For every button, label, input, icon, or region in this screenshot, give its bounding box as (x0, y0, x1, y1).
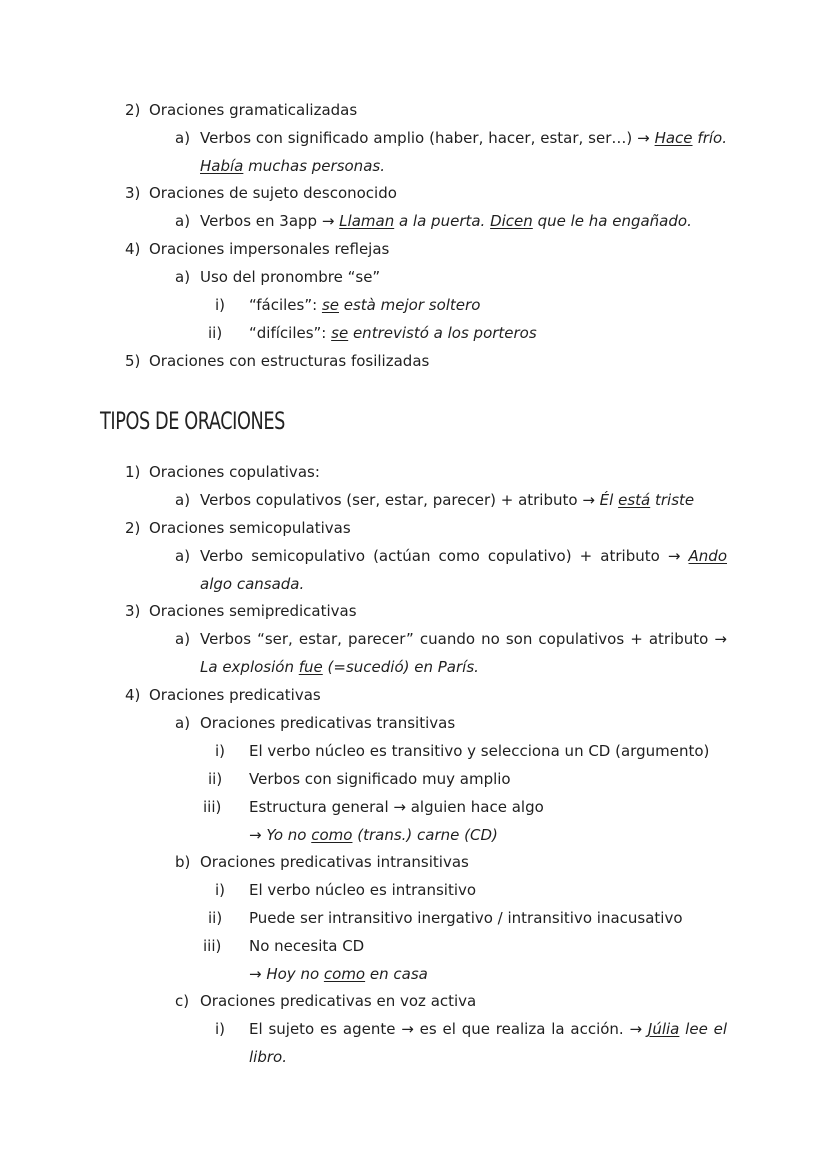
list-item: Oraciones predicativas transitivas (200, 714, 456, 732)
list-item: Oraciones impersonales reflejas (149, 240, 390, 258)
list-item: Oraciones predicativas (149, 686, 321, 704)
list-item: Oraciones predicativas intransitivas (200, 853, 469, 871)
list-marker: a) (175, 212, 191, 230)
example-line: → Hoy no como en casa (249, 965, 428, 983)
list-item: El verbo núcleo es intransitivo (249, 881, 477, 899)
list-item: Oraciones predicativas en voz activa (200, 992, 477, 1010)
list-marker: i) (215, 742, 226, 760)
list-marker: iii) (203, 798, 222, 816)
list-marker: a) (175, 268, 191, 286)
list-marker: c) (175, 992, 190, 1010)
list-marker: a) (175, 547, 191, 565)
list-item: Verbos “ser, estar, parecer” cuando no son copulativos + atributo → La explosión fue (=sucedió) en París. (200, 630, 727, 676)
list-item: Puede ser intransitivo inergativo / intransitivo inacusativo (249, 909, 683, 927)
list-item: El verbo núcleo es transitivo y selecciona un CD (argumento) (249, 742, 710, 760)
list-marker: a) (175, 491, 191, 509)
list-marker: 2) (125, 101, 141, 119)
list-marker: b) (175, 853, 191, 871)
list-marker: 4) (125, 686, 141, 704)
list-marker: a) (175, 630, 191, 648)
list-item: El sujeto es agente → es el que realiza la acción. → Júlia lee el libro. (249, 1020, 727, 1066)
list-marker: 2) (125, 519, 141, 537)
list-marker: ii) (208, 770, 223, 788)
list-marker: iii) (203, 937, 222, 955)
list-item: Oraciones de sujeto desconocido (149, 184, 397, 202)
list-item: Verbos copulativos (ser, estar, parecer) + atributo → Él está triste (200, 491, 695, 509)
list-item: Oraciones con estructuras fosilizadas (149, 352, 430, 370)
list-marker: a) (175, 714, 191, 732)
list-item: Estructura general → alguien hace algo (249, 798, 544, 816)
list-marker: i) (215, 1020, 226, 1038)
list-marker: 4) (125, 240, 141, 258)
list-marker: 3) (125, 184, 141, 202)
list-item: Oraciones semipredicativas (149, 602, 357, 620)
section-heading: TIPOS DE ORACIONES (100, 407, 285, 435)
list-marker: a) (175, 129, 191, 147)
list-item: Uso del pronombre “se” (200, 268, 381, 286)
list-item: “fáciles”: se està mejor soltero (249, 296, 481, 314)
example-line: → Yo no como (trans.) carne (CD) (249, 826, 498, 844)
list-item: Oraciones gramaticalizadas (149, 101, 358, 119)
list-marker: ii) (208, 909, 223, 927)
list-marker: i) (215, 296, 226, 314)
list-marker: 5) (125, 352, 141, 370)
list-item: Verbos en 3app → Llaman a la puerta. Dicen que le ha engañado. (200, 212, 692, 230)
list-marker: 3) (125, 602, 141, 620)
list-item: Verbos con significado muy amplio (249, 770, 511, 788)
list-item: Verbo semicopulativo (actúan como copulativo) + atributo → Ando algo cansada. (200, 547, 727, 593)
list-marker: ii) (208, 324, 223, 342)
list-marker: 1) (125, 463, 141, 481)
list-marker: i) (215, 881, 226, 899)
list-item: Oraciones semicopulativas (149, 519, 351, 537)
list-item: Verbos con significado amplio (haber, hacer, estar, ser…) → Hace frío. Había muchas personas. (200, 129, 727, 175)
list-item: “difíciles”: se entrevistó a los porteros (249, 324, 537, 342)
list-item: No necesita CD (249, 937, 365, 955)
list-item: Oraciones copulativas: (149, 463, 320, 481)
